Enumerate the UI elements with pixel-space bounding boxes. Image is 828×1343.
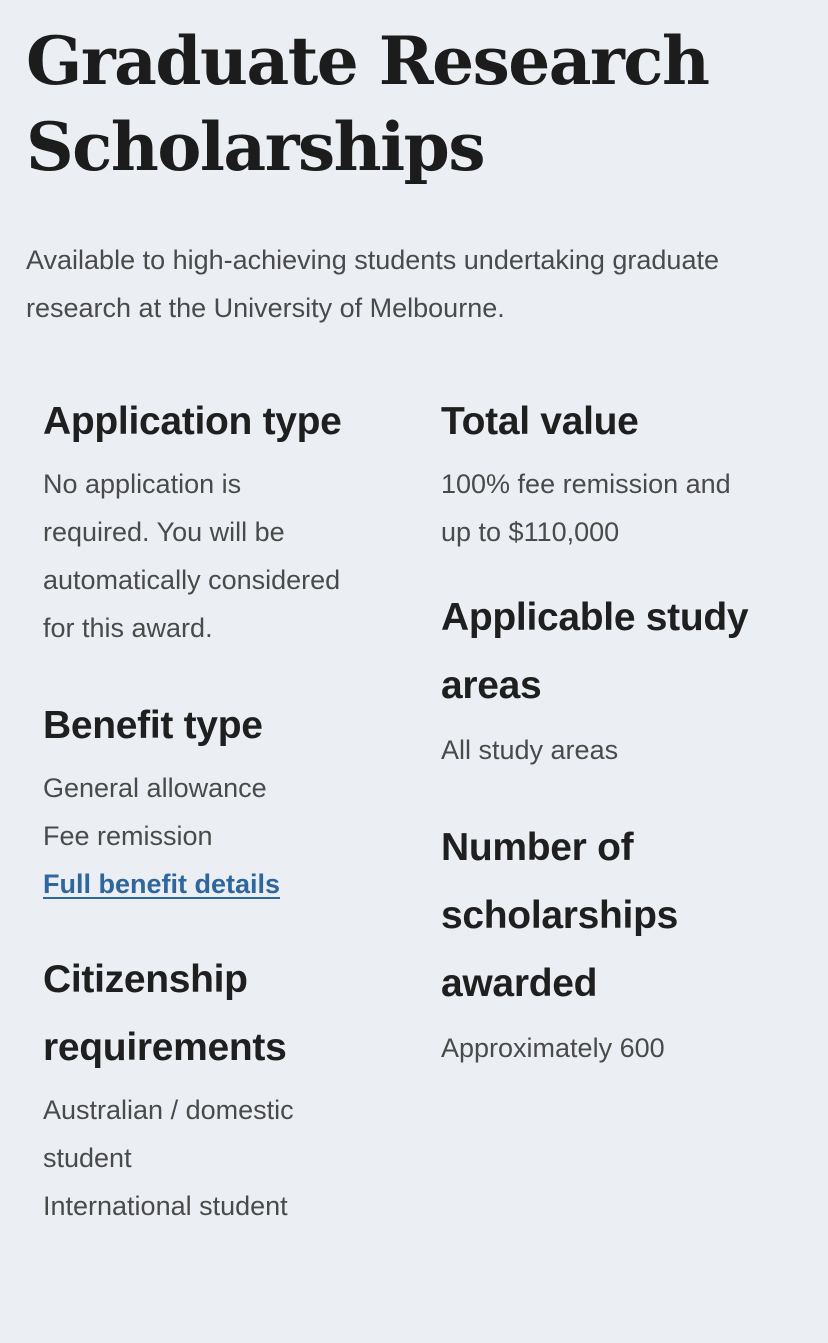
citizenship-section: [43, 946, 413, 1230]
details-right-column: [441, 388, 811, 1072]
total-value-heading: Total value: [441, 400, 639, 443]
application-type-text: [43, 460, 413, 652]
application-type-line-1: No application is: [43, 469, 242, 499]
scholarships-awarded-section: [441, 814, 811, 1072]
page-title: [26, 18, 806, 190]
application-type-line-3: automatically considered: [43, 565, 341, 595]
total-value-section: [441, 388, 811, 556]
intro-line-2: research at the University of Melbourne.: [26, 293, 505, 323]
scholarships-awarded-heading-line-2: scholarships: [441, 894, 678, 937]
intro-line-1: Available to high-achieving students undertaking graduate: [26, 245, 719, 275]
scholarships-awarded-line-1: Approximately 600: [441, 1033, 665, 1063]
benefit-type-text: [43, 764, 413, 860]
citizenship-heading-line-1: Citizenship: [43, 958, 248, 1001]
page-title-line-2: Scholarships: [26, 108, 484, 186]
benefit-type-section: [43, 692, 413, 908]
citizenship-text: [43, 1086, 413, 1230]
full-benefit-details-link[interactable]: Full benefit details: [43, 869, 281, 899]
application-type-section: [43, 388, 413, 652]
application-type-line-4: for this award.: [43, 613, 213, 643]
study-areas-heading: [441, 584, 811, 720]
citizenship-line-3: International student: [43, 1191, 288, 1221]
study-areas-heading-line-2: areas: [441, 664, 542, 707]
benefit-type-line-1: General allowance: [43, 773, 267, 803]
study-areas-heading-line-1: Applicable study: [441, 596, 749, 639]
total-value-text: [441, 460, 811, 556]
intro-text: [26, 236, 816, 332]
page-title-line-1: Graduate Research: [26, 22, 709, 100]
citizenship-line-1: Australian / domestic: [43, 1095, 294, 1125]
citizenship-heading-line-2: requirements: [43, 1026, 287, 1069]
study-areas-line-1: All study areas: [441, 735, 619, 765]
citizenship-heading: [43, 946, 413, 1082]
total-value-line-2: up to $110,000: [441, 517, 620, 547]
application-type-heading: Application type: [43, 400, 342, 443]
total-value-line-1: 100% fee remission and: [441, 469, 731, 499]
benefit-type-heading: Benefit type: [43, 704, 263, 747]
study-areas-section: [441, 584, 811, 774]
citizenship-line-2: student: [43, 1143, 132, 1173]
study-areas-text: [441, 726, 811, 774]
scholarships-awarded-text: [441, 1024, 811, 1072]
application-type-line-2: required. You will be: [43, 517, 285, 547]
details-left-column: [43, 388, 413, 1230]
scholarships-awarded-heading: [441, 814, 811, 1018]
scholarships-awarded-heading-line-3: awarded: [441, 962, 598, 1005]
benefit-type-line-2: Fee remission: [43, 821, 213, 851]
scholarships-awarded-heading-line-1: Number of: [441, 826, 634, 869]
